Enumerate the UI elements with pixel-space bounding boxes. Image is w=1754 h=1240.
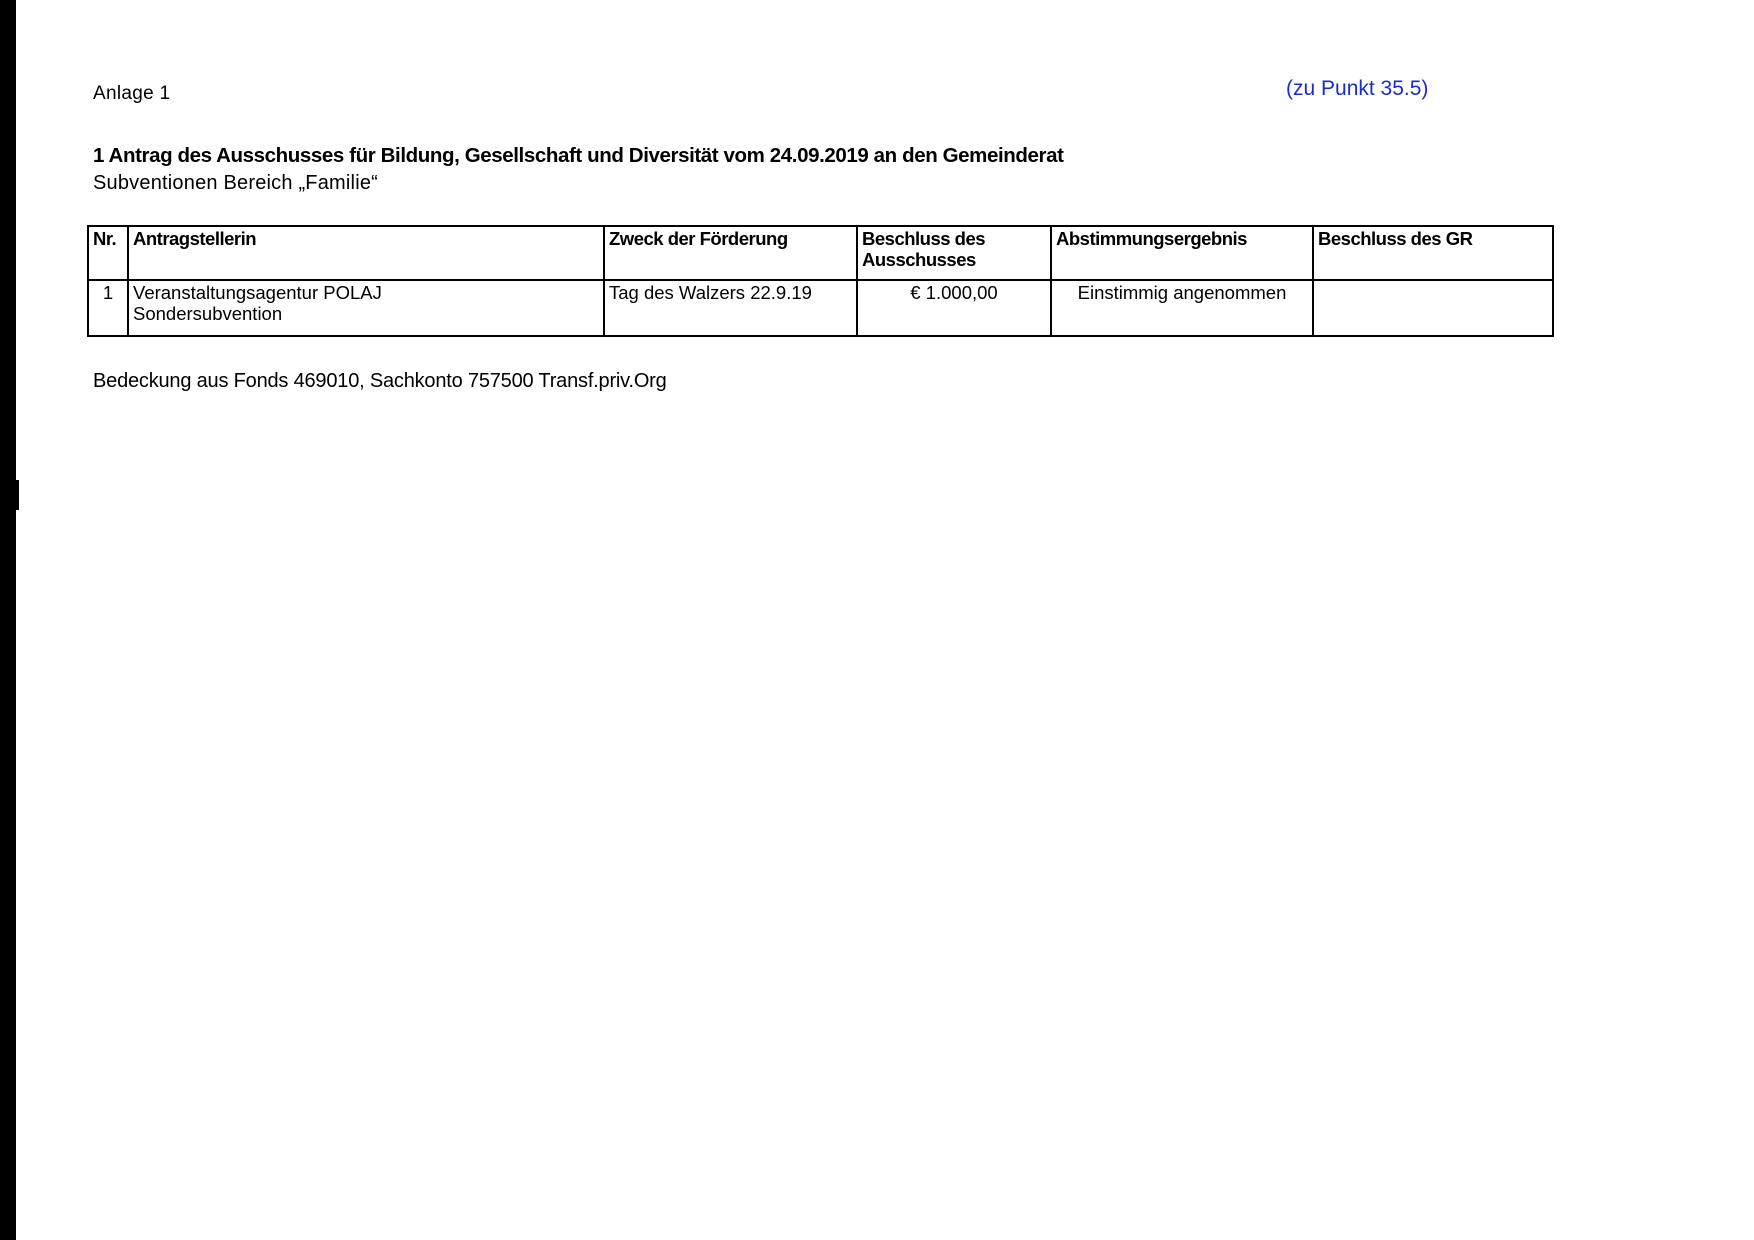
applicant-note: Sondersubvention [133,303,283,324]
scan-border-notch [14,480,19,510]
scan-border [0,0,16,1240]
table-row [88,280,1553,336]
cell-applicant [128,280,604,336]
table-header-row [88,226,1553,280]
cell-purpose: Tag des Walzers 22.9.19 [604,280,857,336]
cell-vote-result: Einstimmig angenommen [1051,280,1313,336]
coverage-note: Bedeckung aus Fonds 469010, Sachkonto 757500 Transf.priv.Org [93,370,667,392]
header-vote-result: Abstimmungsergebnis [1051,226,1313,280]
header-nr: Nr. [88,226,128,280]
header-council-decision: Beschluss des GR [1313,226,1553,280]
motion-heading: 1 Antrag des Ausschusses für Bildung, Gesellschaft und Diversität vom 24.09.2019 an den Gemeinderat [93,144,1064,167]
header-purpose: Zweck der Förderung [604,226,857,280]
header-committee-decision: Beschluss des Ausschusses [857,226,1051,280]
annex-label: Anlage 1 [93,83,171,104]
header-applicant: Antragstellerin [128,226,604,280]
cell-committee-decision: € 1.000,00 [857,280,1051,336]
cell-nr: 1 [88,280,128,336]
subsidy-table [87,225,1554,337]
applicant-name: Veranstaltungsagentur POLAJ [133,282,382,303]
subsidy-area: Subventionen Bereich „Familie“ [93,172,379,194]
agenda-reference: (zu Punkt 35.5) [1286,77,1429,100]
cell-council-decision [1313,280,1553,336]
